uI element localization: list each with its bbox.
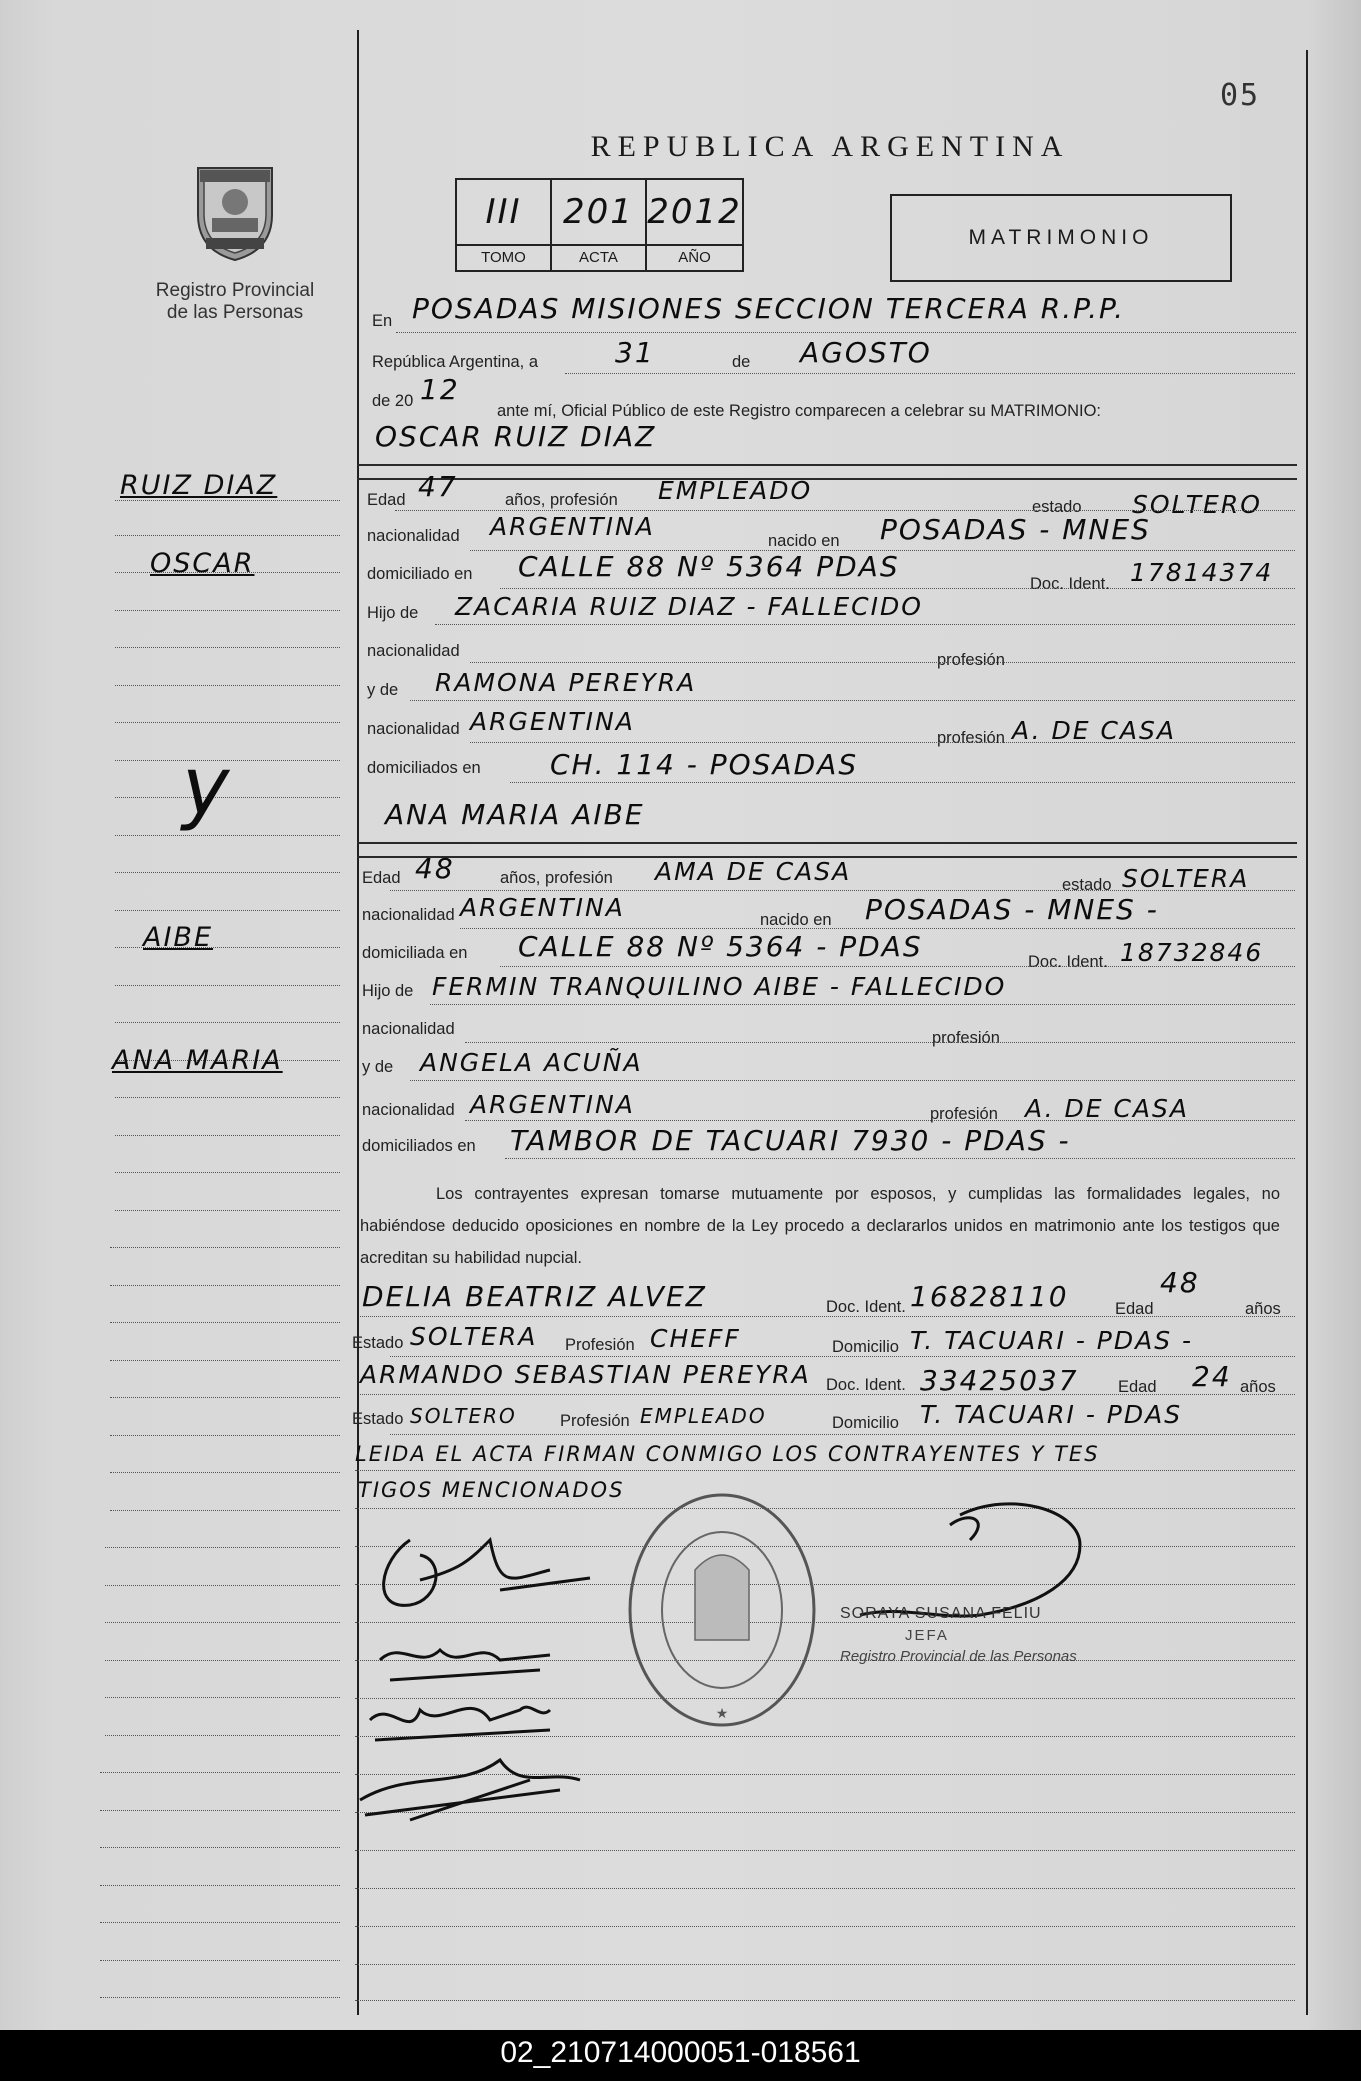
bride-padre-prof-label: profesión <box>932 1029 1000 1047</box>
witness1-estado-label: Estado <box>352 1334 404 1352</box>
witness2-edad-label: Edad <box>1118 1378 1157 1396</box>
groom-edad: 47 <box>418 470 458 503</box>
groom-profesion: EMPLEADO <box>658 476 813 505</box>
groom-dom-line <box>500 588 1295 589</box>
ano-label: AÑO <box>647 244 742 270</box>
place-value: POSADAS MISIONES SECCION TERCERA R.P.P. <box>412 292 1125 325</box>
margin-groom-surname: RUIZ DIAZ <box>120 470 278 501</box>
witness2-anos-label: años <box>1240 1378 1276 1396</box>
registry-title-line2: de las Personas <box>166 302 304 323</box>
bride-padre-nac-label: nacionalidad <box>362 1020 455 1038</box>
margin-groom-given: OSCAR <box>150 548 255 579</box>
groom-madre-nac-line <box>470 742 1295 743</box>
witness1-profesion-label: Profesión <box>565 1336 635 1354</box>
groom-nacido: POSADAS - MNES <box>880 513 1151 546</box>
bride-nacido: POSADAS - MNES - <box>865 893 1159 926</box>
groom-profesion-label: años, profesión <box>505 491 618 509</box>
groom-domicilio: CALLE 88 Nº 5364 PDAS <box>518 550 900 583</box>
groom-hijo-label: Hijo de <box>367 604 419 622</box>
closing-line1: LEIDA EL ACTA FIRMAN CONMIGO LOS CONTRAYENTES Y TES <box>355 1442 1100 1466</box>
groom-edad-label: Edad <box>367 491 406 509</box>
witness1-estado: SOLTERA <box>410 1322 538 1351</box>
witness1-domicilio: T. TACUARI - PDAS - <box>910 1326 1194 1355</box>
ano-value: 2012 <box>647 192 742 232</box>
groom-nacido-label: nacido en <box>768 532 840 550</box>
bride-hijo-label: Hijo de <box>362 982 414 1000</box>
acta-label: ACTA <box>552 244 647 270</box>
closing-line2: TIGOS MENCIONADOS <box>358 1478 625 1502</box>
place-line <box>396 332 1296 333</box>
bride-padres-dom-line <box>505 1158 1295 1159</box>
groom-madre-nac-label: nacionalidad <box>367 720 460 738</box>
bride-hijo-line <box>430 1004 1295 1005</box>
groom-madre-line <box>410 700 1295 701</box>
bride-madre-nac-line <box>465 1120 1295 1121</box>
witness2-line <box>360 1394 1295 1395</box>
bride-estado: SOLTERA <box>1122 864 1250 893</box>
svg-text:★: ★ <box>715 1706 729 1722</box>
year-suffix: 12 <box>420 373 460 406</box>
declaration-text: Los contrayentes expresan tomarse mutuamente por esposos, y cumplidas las formalidades legales, no habiéndose deducido oposiciones en nombre de la Ley procedo a declararlos unidos en matrimonio ante los testigos que acreditan su habilidad nupcial. <box>360 1185 1280 1267</box>
groom-edad-line <box>395 510 1295 511</box>
groom-dom-label: domiciliado en <box>367 565 473 583</box>
witness2-estado: SOLTERO <box>410 1404 517 1428</box>
groom-madre-prof: A. DE CASA <box>1012 716 1176 745</box>
bride-doc-label: Doc. Ident. <box>1028 953 1108 971</box>
bride-nacionalidad: ARGENTINA <box>460 893 625 922</box>
bride-edad-line <box>390 890 1295 891</box>
bride-madre-nac: ARGENTINA <box>470 1090 635 1119</box>
date-de-label: de <box>732 353 751 371</box>
closing-line1-rule <box>355 1470 1295 1471</box>
bride-padre-nac-line <box>465 1042 1295 1043</box>
groom-madre: RAMONA PEREYRA <box>435 668 697 697</box>
witness2-domicilio-label: Domicilio <box>832 1414 899 1432</box>
en-label: En <box>372 312 393 330</box>
signatures-scribble <box>350 1520 610 1830</box>
groom-hijo-line <box>435 624 1295 625</box>
day-value: 31 <box>615 336 655 369</box>
bride-edad: 48 <box>415 852 455 885</box>
bride-nacido-label: nacido en <box>760 911 832 929</box>
bride-madre-prof-label: profesión <box>930 1105 998 1123</box>
groom-nac-label: nacionalidad <box>367 527 460 545</box>
groom-padres-dom-label: domiciliados en <box>367 759 481 777</box>
right-edge-rule <box>1306 50 1308 2015</box>
witness1-domicilio-label: Domicilio <box>832 1338 899 1356</box>
margin-bride-given: ANA MARIA <box>112 1045 283 1076</box>
bride-padres-dom: TAMBOR DE TACUARI 7930 - PDAS - <box>510 1124 1071 1157</box>
groom-name-rule <box>357 464 1297 466</box>
groom-padres-dom: CH. 114 - POSADAS <box>550 748 859 781</box>
groom-madre-nac: ARGENTINA <box>470 707 635 736</box>
bride-padres-dom-label: domiciliados en <box>362 1137 476 1155</box>
bride-padre: FERMIN TRANQUILINO AIBE - FALLECIDO <box>432 972 1007 1001</box>
month-value: AGOSTO <box>800 336 932 369</box>
groom-padres-dom-line <box>510 782 1295 783</box>
groom-padre-nac-line <box>470 662 1295 663</box>
bride-madre-nac-label: nacionalidad <box>362 1101 455 1119</box>
witness2-edad: 24 <box>1192 1360 1232 1393</box>
province-seal-icon <box>190 160 280 265</box>
record-number-box <box>455 178 744 272</box>
country-heading: REPUBLICA ARGENTINA <box>590 130 1070 163</box>
witness2-estado-line <box>390 1434 1295 1435</box>
bride-nac-line <box>460 928 1295 929</box>
groom-madre-prof-label: profesión <box>937 729 1005 747</box>
witness1-name: DELIA BEATRIZ ALVEZ <box>362 1280 707 1313</box>
bride-profesion: AMA DE CASA <box>655 857 852 886</box>
witness1-doc-label: Doc. Ident. <box>826 1298 906 1316</box>
bride-dom-line <box>500 966 1295 967</box>
groom-padre-nac-label: nacionalidad <box>367 642 460 660</box>
witness1-edad: 48 <box>1160 1266 1200 1299</box>
bride-profesion-label: años, profesión <box>500 869 613 887</box>
official-office: Registro Provincial de las Personas <box>840 1648 1077 1665</box>
tomo-value: III <box>457 180 552 244</box>
bride-madre-line <box>410 1080 1295 1081</box>
groom-estado: SOLTERO <box>1132 490 1262 519</box>
date-line <box>565 373 1295 374</box>
bride-nac-label: nacionalidad <box>362 906 455 924</box>
registry-title-line1: Registro Provincial <box>155 280 315 301</box>
margin-bride-surname: AIBE <box>143 922 214 953</box>
scan-filename: 02_210714000051-018561 <box>500 2036 861 2069</box>
groom-nacionalidad: ARGENTINA <box>490 512 655 541</box>
groom-padre-prof-label: profesión <box>937 651 1005 669</box>
act-type-box: MATRIMONIO <box>890 194 1232 282</box>
year-prefix: de 20 <box>372 392 414 410</box>
intro-text: ante mí, Oficial Público de este Registro comparecen a celebrar su MATRIMONIO: <box>497 402 1102 420</box>
bride-doc: 18732846 <box>1120 938 1264 967</box>
witness2-name: ARMANDO SEBASTIAN PEREYRA <box>360 1360 811 1389</box>
witness2-estado-label: Estado <box>352 1410 404 1428</box>
bride-edad-label: Edad <box>362 869 401 887</box>
witness2-domicilio: T. TACUARI - PDAS <box>920 1400 1183 1429</box>
groom-doc: 17814374 <box>1130 558 1274 587</box>
bride-name: ANA MARIA AIBE <box>385 798 645 831</box>
margin-connector: y <box>182 740 232 833</box>
groom-yde-label: y de <box>367 681 399 699</box>
bride-estado-label: estado <box>1062 876 1112 894</box>
acta-value: 201 <box>552 180 647 244</box>
witness1-profesion: CHEFF <box>650 1324 741 1353</box>
witness2-doc-label: Doc. Ident. <box>826 1376 906 1394</box>
page-number: 05 <box>1220 78 1261 113</box>
bride-name-rule <box>357 842 1297 844</box>
republica-label: República Argentina, a <box>372 353 539 371</box>
witness2-profesion-label: Profesión <box>560 1412 630 1430</box>
witness1-estado-line <box>390 1356 1295 1357</box>
groom-padre: ZACARIA RUIZ DIAZ - FALLECIDO <box>455 592 923 621</box>
registry-title <box>140 280 330 324</box>
groom-doc-label: Doc. Ident. <box>1030 575 1110 593</box>
witness2-doc: 33425037 <box>920 1364 1079 1397</box>
bride-dom-label: domiciliada en <box>362 944 468 962</box>
bride-domicilio: CALLE 88 Nº 5364 - PDAS <box>518 930 923 963</box>
groom-section-rule <box>357 478 1297 480</box>
witness1-line <box>360 1316 1295 1317</box>
official-stamp <box>625 1490 820 1730</box>
groom-estado-label: estado <box>1032 498 1082 516</box>
bride-yde-label: y de <box>362 1058 394 1076</box>
bride-madre-prof: A. DE CASA <box>1025 1094 1189 1123</box>
official-name: SORAYA SUSANA FELIU <box>840 1605 1042 1622</box>
groom-name: OSCAR RUIZ DIAZ <box>375 420 657 453</box>
witness1-anos-label: años <box>1245 1300 1281 1318</box>
witness2-profesion: EMPLEADO <box>640 1404 767 1428</box>
witness1-edad-label: Edad <box>1115 1300 1154 1318</box>
bride-madre: ANGELA ACUÑA <box>420 1048 643 1077</box>
witness1-doc: 16828110 <box>910 1280 1069 1313</box>
tomo-label: TOMO <box>457 244 552 270</box>
official-title: JEFA <box>905 1627 949 1644</box>
